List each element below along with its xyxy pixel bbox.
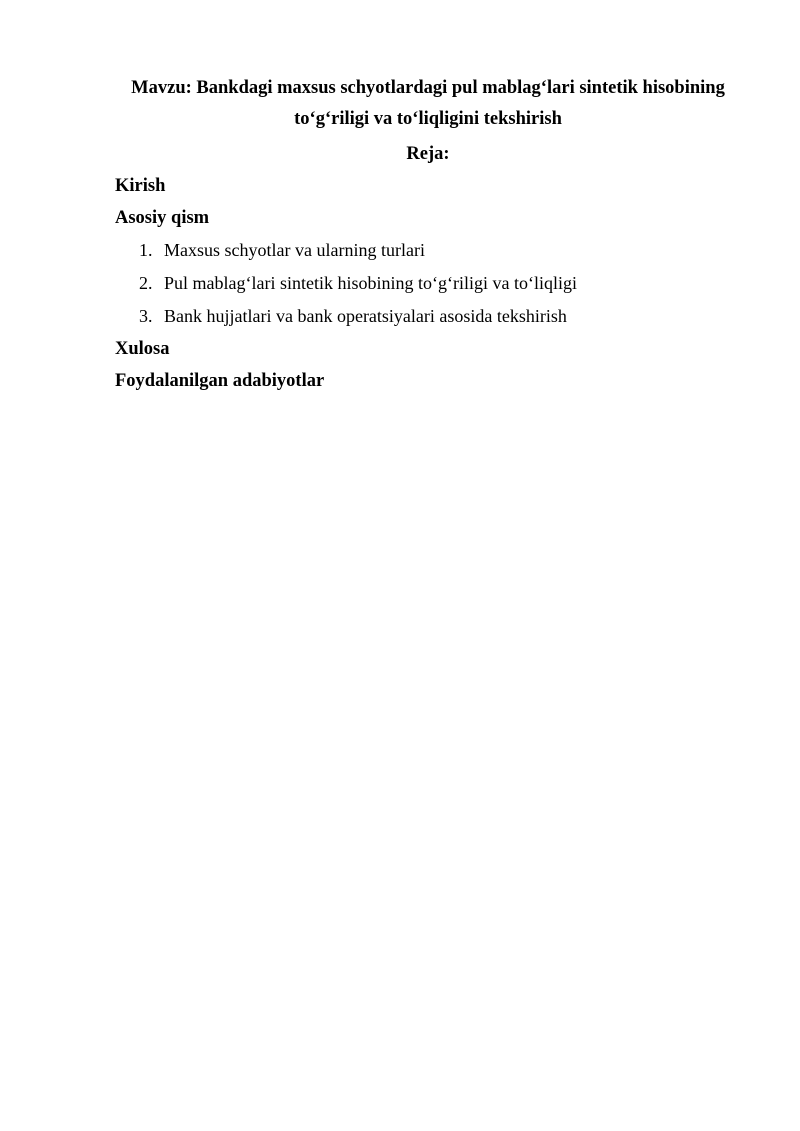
main-items-list	[139, 239, 577, 338]
list-item-number: 1.	[139, 240, 153, 260]
list-item-number: 3.	[139, 306, 153, 326]
list-item	[139, 239, 577, 272]
section-main: Asosiy qism	[115, 208, 210, 228]
list-item-text: Maxsus schyotlar va ularning turlari	[164, 240, 425, 260]
section-references: Foydalanilgan adabiyotlar	[115, 371, 325, 391]
plan-heading: Reja:	[406, 144, 450, 164]
list-item-text: Bank hujjatlari va bank operatsiyalari asosida tekshirish	[164, 306, 567, 326]
section-intro: Kirish	[115, 176, 166, 196]
document-title-line-2: to‘g‘riligi va to‘liqligini tekshirish	[294, 109, 562, 129]
document-title-line-1: Mavzu: Bankdagi maxsus schyotlardagi pul mablag‘lari sintetik hisobining	[131, 78, 725, 98]
list-item	[139, 272, 577, 305]
list-item-text: Pul mablag‘lari sintetik hisobining to‘g‘riligi va to‘liqligi	[164, 273, 577, 293]
section-conclusion: Xulosa	[115, 339, 170, 359]
list-item	[139, 305, 577, 338]
list-item-number: 2.	[139, 273, 153, 293]
